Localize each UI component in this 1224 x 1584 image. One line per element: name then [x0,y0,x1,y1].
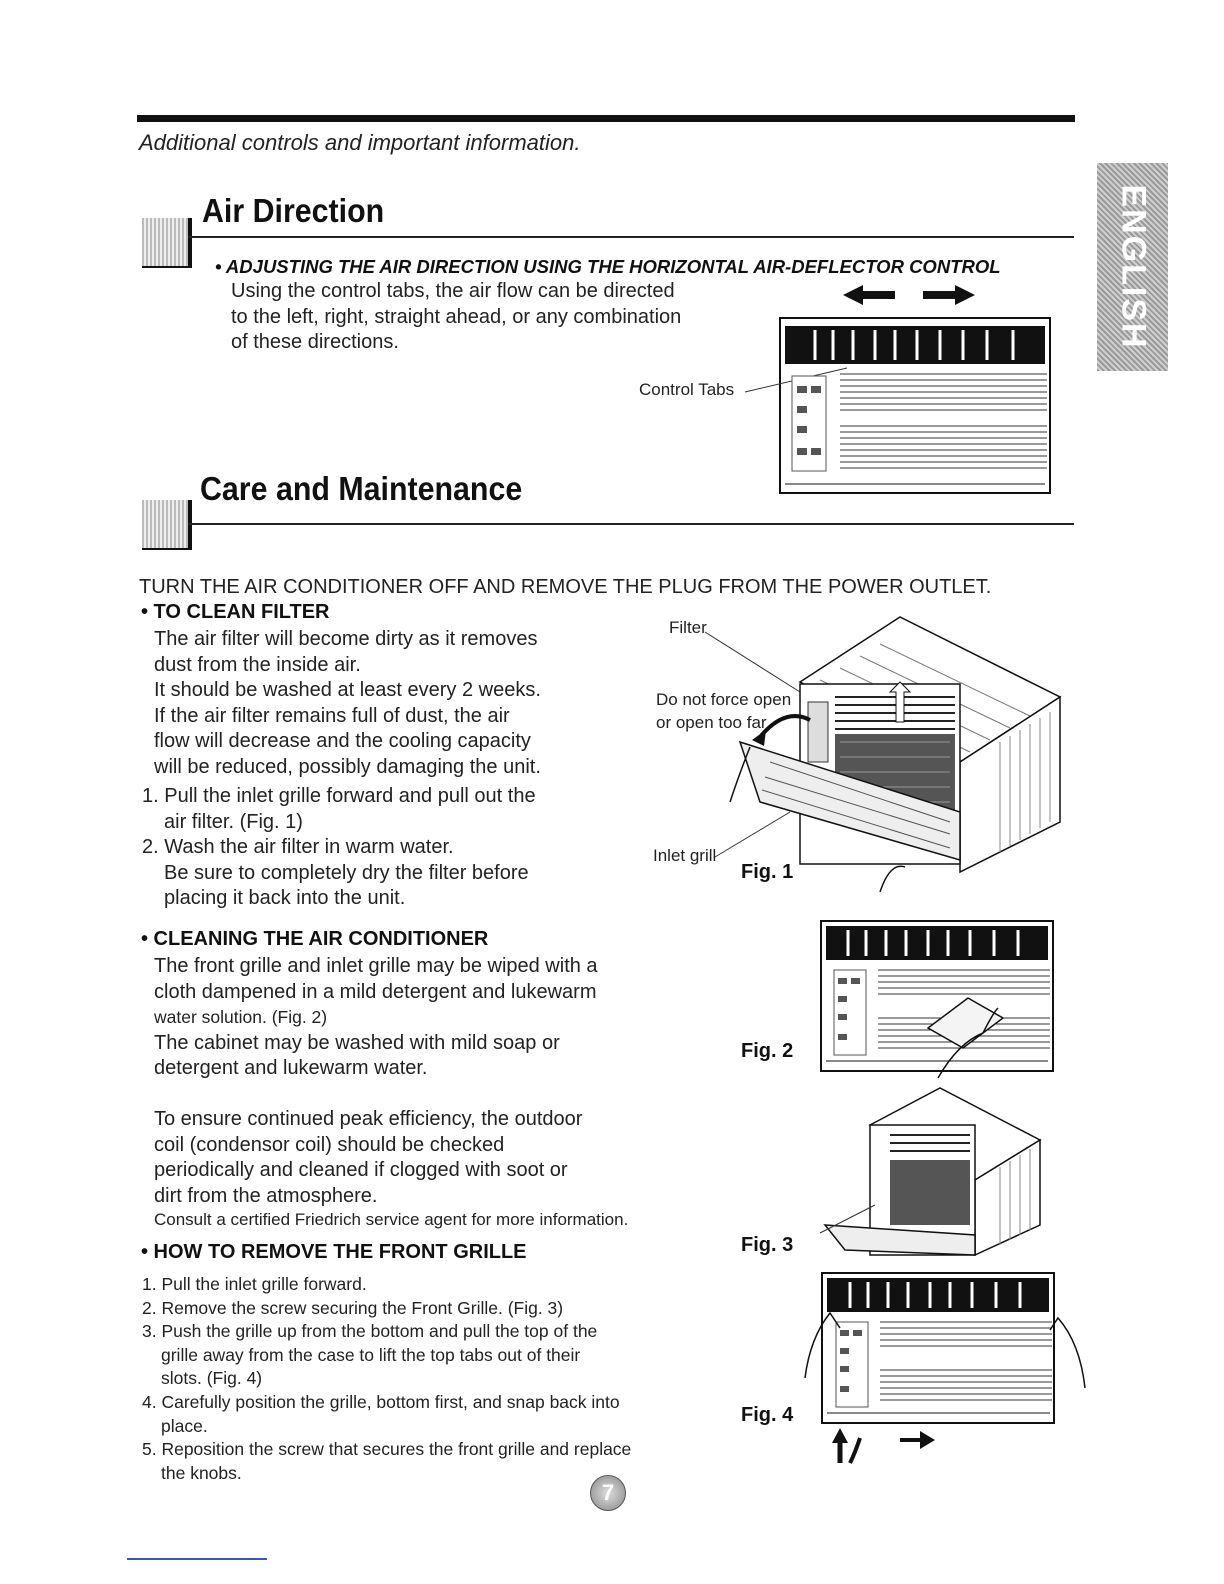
fig2-diagram [818,918,1058,1083]
step-line: placing it back into the unit. [164,887,406,909]
cleaning-ac-heading: • CLEANING THE AIR CONDITIONER [141,928,489,950]
fig3-label: Fig. 3 [741,1234,794,1256]
push-up-arrow-icon [832,1428,860,1463]
text-line: Using the control tabs, the air flow can be directed [231,280,675,302]
section-icon [142,218,192,268]
remove-grille-steps [142,1273,631,1485]
ac-front-diagram [735,276,1055,498]
top-rule [137,115,1075,122]
text-line: periodically and cleaned if clogged with soot or [154,1159,568,1181]
step-line: 1. Pull the inlet grille forward. [142,1274,367,1294]
clean-filter-steps [142,784,536,912]
efficiency-text [154,1107,582,1209]
air-direction-heading: • ADJUSTING THE AIR DIRECTION USING THE HORIZONTAL AIR-DEFLECTOR CONTROL [215,256,1001,277]
text-line: The cabinet may be washed with mild soap or [154,1031,560,1054]
step-line: 2. Remove the screw securing the Front Grille. (Fig. 3) [142,1297,564,1318]
text-line: will be reduced, possibly damaging the unit. [154,755,541,778]
language-tab-label: ENGLISH [1114,184,1152,350]
page-subtitle: Additional controls and important information. [139,130,581,155]
section-rule [188,236,1074,238]
text-line: of these directions. [231,331,399,353]
text-line: coil (condensor coil) should be checked [154,1133,505,1156]
fig4-diagram [800,1268,1090,1478]
clean-filter-heading: • TO CLEAN FILTER [141,601,330,623]
text-line: It should be washed at least every 2 weeks. [154,679,541,701]
cleaning-ac-text [154,954,598,1082]
fig1-diagram [700,612,1070,912]
step-line: Be sure to completely dry the filter before [164,861,529,884]
section-rule [188,523,1074,525]
footer-line [127,1558,267,1560]
fig3-diagram [815,1085,1045,1260]
text-line: water solution. (Fig. 2) [154,1007,328,1027]
left-arrow-icon [843,285,895,305]
air-direction-title: Air Direction [202,192,385,229]
force-warning-line1: Do not force open [656,690,792,709]
text-line: The front grille and inlet grille may be wiped with a [154,955,598,977]
safety-warning: TURN THE AIR CONDITIONER OFF AND REMOVE THE PLUG FROM THE POWER OUTLET. [139,576,992,598]
step-line: 5. Reposition the screw that secures the front grille and replace [142,1439,632,1460]
inlet-grill-label: Inlet grill [653,846,717,865]
fig2-label: Fig. 2 [741,1040,794,1062]
consult-note: Consult a certified Friedrich service agent for more information. [154,1210,629,1229]
text-line: dirt from the atmosphere. [154,1184,378,1207]
force-warning-line2: or open too far [656,713,767,732]
page-number: 7 [590,1475,626,1511]
right-arrow-icon [923,285,975,305]
text-line: flow will decrease and the cooling capacity [154,730,531,752]
clean-filter-text [154,627,541,780]
fig4-label: Fig. 4 [741,1404,794,1426]
text-line: detergent and lukewarm water. [154,1057,428,1079]
text-line: The air filter will become dirty as it removes [154,628,538,650]
text-line: cloth dampened in a mild detergent and lukewarm [154,980,597,1003]
step-line: place. [161,1415,208,1436]
fig1-label: Fig. 1 [741,861,794,883]
care-title: Care and Maintenance [200,470,523,507]
control-tabs-label: Control Tabs [639,380,735,399]
right-arrow-icon [900,1431,935,1449]
step-line: 2. Wash the air filter in warm water. [142,836,454,858]
step-line: air filter. (Fig. 1) [164,810,303,833]
filter-label: Filter [669,618,707,637]
step-line: 4. Carefully position the grille, bottom first, and snap back into [142,1391,620,1412]
step-line: 3. Push the grille up from the bottom and pull the top of the [142,1321,598,1342]
text-line: If the air filter remains full of dust, the air [154,704,510,727]
step-line: grille away from the case to lift the top tabs out of their [161,1344,581,1365]
remove-grille-heading: • HOW TO REMOVE THE FRONT GRILLE [141,1241,527,1263]
air-direction-text [231,279,681,356]
text-line: To ensure continued peak efficiency, the outdoor [154,1108,583,1130]
section-icon [142,500,192,550]
text-line: dust from the inside air. [154,653,361,676]
step-line: the knobs. [161,1462,242,1483]
text-line: to the left, right, straight ahead, or any combination [231,305,682,328]
language-tab [1097,163,1168,371]
step-line: 1. Pull the inlet grille forward and pull out the [142,785,536,807]
step-line: slots. (Fig. 4) [161,1368,263,1389]
